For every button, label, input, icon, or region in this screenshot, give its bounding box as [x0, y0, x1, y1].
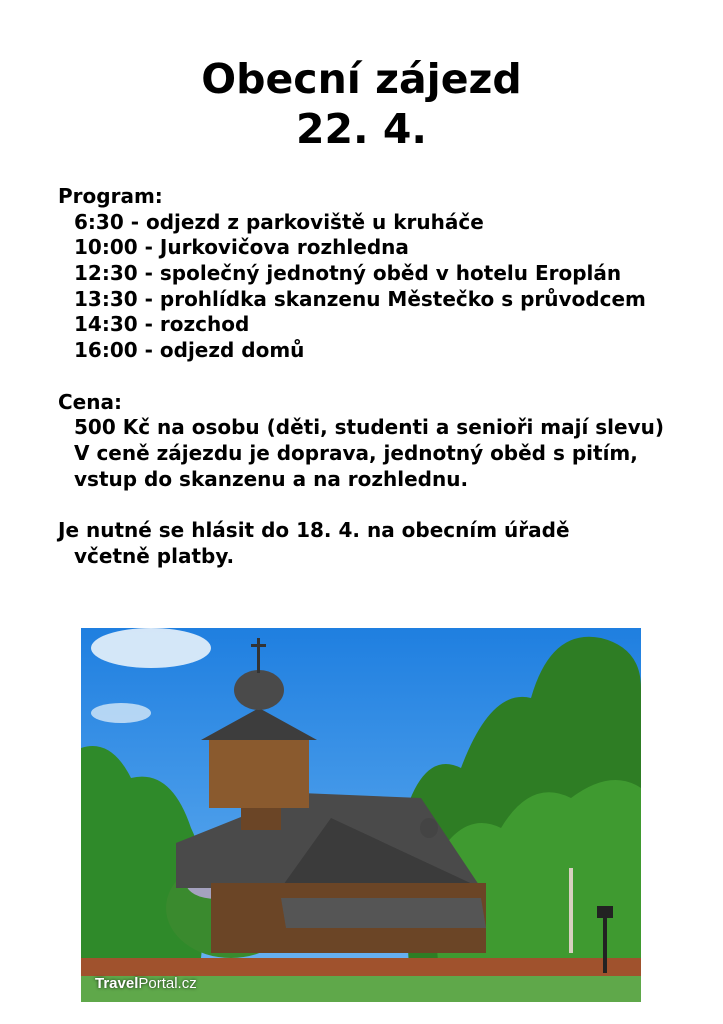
page-title [0, 54, 723, 154]
announcement-body [58, 184, 718, 569]
church-photo-illustration [81, 628, 641, 1002]
price-line: V ceně zájezdu je doprava, jednotný oběd s pitím, [74, 440, 638, 465]
cloud [91, 628, 211, 668]
wooden-fence [81, 958, 641, 976]
cloud [91, 703, 151, 723]
watermark [95, 975, 197, 992]
church-tower [209, 738, 309, 808]
signup-line: Je nutné se hlásit do 18. 4. na obecním úřadě [58, 517, 570, 542]
price-line: 500 Kč na osobu (děti, studenti a senioři mají slevu) [74, 415, 665, 440]
church-lower-roof [281, 898, 486, 928]
program-heading: Program: [58, 184, 163, 208]
program-item: 12:30 - společný jednotný oběd v hotelu Eroplán [74, 261, 622, 286]
tower-base [241, 808, 281, 830]
street-lamp [603, 913, 607, 973]
signup-line: včetně platby. [74, 543, 235, 568]
small-dome [420, 818, 438, 838]
tower-cross [257, 638, 260, 673]
wayside-cross [569, 868, 573, 953]
title-line-2: 22. 4. [295, 105, 427, 153]
program-item: 14:30 - rozchod [74, 312, 250, 337]
price-line: vstup do skanzenu a na rozhlednu. [74, 466, 469, 491]
watermark-rest: Portal.cz [138, 975, 197, 992]
program-item: 10:00 - Jurkovičova rozhledna [74, 235, 409, 260]
program-item: 13:30 - prohlídka skanzenu Městečko s průvodcem [74, 286, 646, 311]
tower-onion-dome [234, 670, 284, 710]
title-line-1: Obecní zájezd [201, 55, 522, 103]
program-item: 16:00 - odjezd domů [74, 338, 305, 363]
watermark-bold: Travel [95, 975, 139, 992]
church-photo [81, 628, 641, 1002]
program-item: 6:30 - odjezd z parkoviště u kruháče [74, 209, 484, 234]
price-heading: Cena: [58, 389, 122, 414]
